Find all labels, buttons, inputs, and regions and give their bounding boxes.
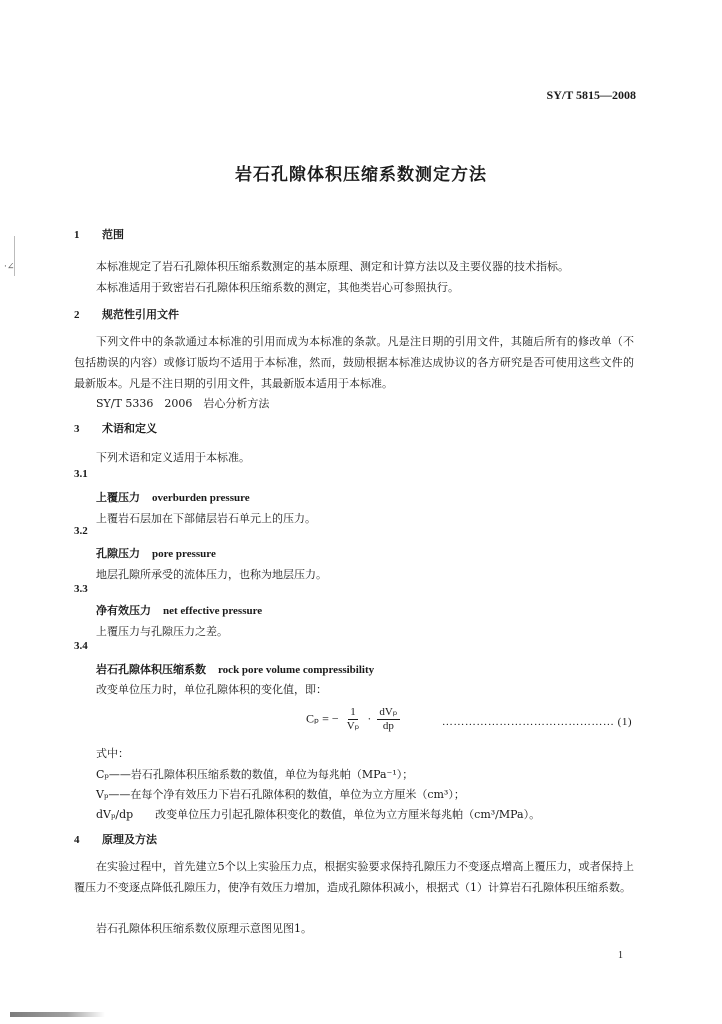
fraction-denominator: dp xyxy=(382,720,394,732)
term-en: rock pore volume compressibility xyxy=(218,664,375,676)
section-number: 2 xyxy=(74,309,80,321)
section-1-para-1: 本标准规定了岩石孔隙体积压缩系数测定的基本原理、测定和计算方法以及主要仪器的技术指标。 xyxy=(96,260,569,273)
term-cn: 净有效压力 xyxy=(96,604,151,617)
formula-lhs: Cₚ = − xyxy=(306,711,339,726)
term-number: 3.3 xyxy=(74,583,88,595)
scan-artifact-smudge xyxy=(10,1012,105,1017)
page-number: 1 xyxy=(618,950,623,961)
term-definition: 地层孔隙所承受的流体压力，也称为地层压力。 xyxy=(96,568,327,581)
where-item: dVₚ/dp 改变单位压力引起孔隙体积变化的数值，单位为立方厘米每兆帕（cm³/MPa）。 xyxy=(96,808,541,821)
section-3-intro: 下列术语和定义适用于本标准。 xyxy=(96,451,250,464)
term-number: 3.4 xyxy=(74,640,88,652)
section-title: 范围 xyxy=(102,228,124,241)
section-3-heading xyxy=(74,420,157,436)
section-2-reference: SY/T 5336 2006 岩心分析方法 xyxy=(96,397,270,410)
where-item: Vₚ——在每个净有效压力下岩石孔隙体积的数值，单位为立方厘米（cm³）； xyxy=(96,788,465,801)
fraction-numerator: dVₚ xyxy=(379,706,398,718)
term-number: 3.1 xyxy=(74,468,88,480)
section-4-heading xyxy=(74,831,157,847)
where-label: 式中： xyxy=(96,747,129,760)
formula xyxy=(306,706,403,733)
term-cn: 上覆压力 xyxy=(96,491,140,504)
equation-number: ……………………………………… (1) xyxy=(441,716,632,728)
section-4-para-2: 岩石孔隙体积压缩系数仪原理示意图见图1。 xyxy=(96,922,312,935)
term-heading xyxy=(96,661,374,677)
multiply-dot: · xyxy=(367,711,372,726)
fraction-derivative xyxy=(377,706,399,733)
section-title: 术语和定义 xyxy=(102,422,157,435)
where-item: Cₚ——岩石孔隙体积压缩系数的数值，单位为每兆帕（MPa⁻¹）； xyxy=(96,768,414,781)
term-definition: 上覆岩石层加在下部储层岩石单元上的压力。 xyxy=(96,512,316,525)
term-heading xyxy=(96,489,250,505)
section-number: 3 xyxy=(74,423,80,435)
term-en: net effective pressure xyxy=(163,605,263,617)
term-en: pore pressure xyxy=(152,548,216,560)
section-1-heading xyxy=(74,226,124,242)
fraction-inverse-volume xyxy=(345,706,362,733)
fraction-numerator: 1 xyxy=(350,706,356,718)
term-heading xyxy=(96,602,262,618)
section-number: 4 xyxy=(74,834,80,846)
term-definition: 改变单位压力时，单位孔隙体积的变化值，即： xyxy=(96,683,327,696)
section-2-heading xyxy=(74,306,179,322)
fraction-denominator: Vₚ xyxy=(346,720,360,732)
term-definition: 上覆压力与孔隙压力之差。 xyxy=(96,625,228,638)
term-number: 3.2 xyxy=(74,525,88,537)
standard-code: SY/T 5815—2008 xyxy=(546,88,636,102)
section-2-para-1: 下列文件中的条款通过本标准的引用而成为本标准的条款。凡是注日期的引用文件，其随后所有的修改单（不包括勘误的内容）或修订版均不适用于本标准，然而，鼓励根据本标准达成协议的各方研究是否可使用这些文件的最新版本。凡是不注日期的引用文件，其最新版本适用于本标准。 xyxy=(74,335,634,390)
section-4-para-1: 在实验过程中，首先建立5个以上实验压力点，根据实验要求保持孔隙压力不变逐点增高上覆压力，或者保持上覆压力不变逐点降低孔隙压力，使净有效压力增加，造成孔隙体积减小，根据式（1）计算岩石孔隙体积压缩系数。 xyxy=(74,860,634,894)
term-en: overburden pressure xyxy=(152,492,250,504)
section-title: 规范性引用文件 xyxy=(102,308,179,321)
term-cn: 孔隙压力 xyxy=(96,547,140,560)
document-title: 岩石孔隙体积压缩系数测定方法 xyxy=(235,165,487,185)
section-title: 原理及方法 xyxy=(102,833,157,846)
section-number: 1 xyxy=(74,229,80,241)
scan-artifact-mark: ·∠ xyxy=(4,262,15,272)
term-cn: 岩石孔隙体积压缩系数 xyxy=(96,663,206,676)
section-1-para-2: 本标准适用于致密岩石孔隙体积压缩系数的测定，其他类岩心可参照执行。 xyxy=(96,281,459,294)
term-heading xyxy=(96,545,216,561)
